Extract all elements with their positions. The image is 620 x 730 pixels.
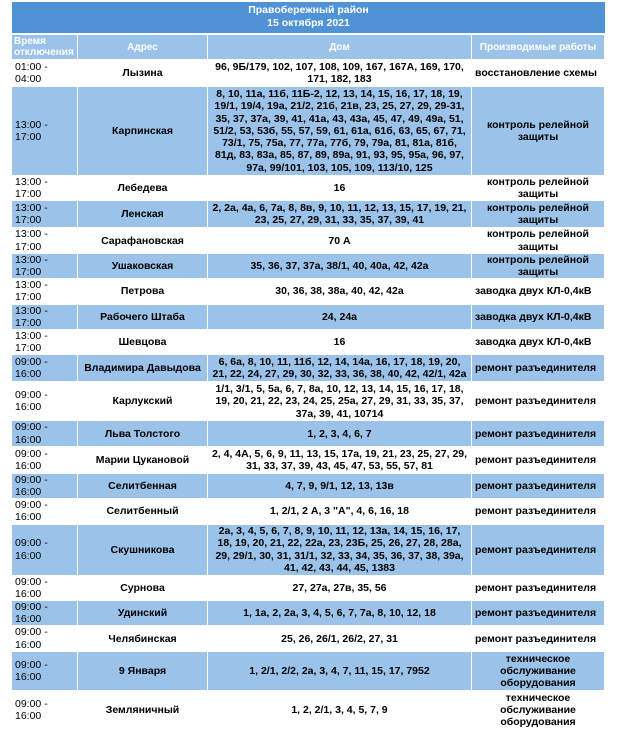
cell-houses: 2а, 3, 4, 5, 6, 7, 8, 9, 10, 11, 12, 13а, 14, 15, 16, 17, 18, 19, 20, 21, 22, 22а, 23, 23Б, 25, 26, 27, 28, 28а, 29, 29/1, 30, 31, 31/1, 32, 33, 34, 35, 36, 37, 38, 39а, 41, 42, 43, 44, 45, 1383 (208, 525, 472, 575)
cell-houses: 16 (208, 176, 472, 200)
cell-street: 9 Января (78, 652, 208, 690)
table-row (12, 201, 605, 227)
table-row (12, 499, 605, 523)
cell-work: заводка двух КЛ-0,4кВ (472, 330, 605, 354)
cell-street: Скушникова (78, 525, 208, 575)
cell-street: Петрова (78, 279, 208, 303)
cell-time: 09:00 - 16:00 (12, 355, 78, 381)
cell-street: Сурнова (78, 576, 208, 600)
cell-houses: 1, 2, 2/1, 3, 4, 5, 7, 9 (208, 691, 472, 729)
table-row (12, 626, 605, 650)
cell-time: 01:00 - 04:00 (12, 60, 78, 86)
cell-street: Ленская (78, 201, 208, 227)
cell-time: 13:00 - 17:00 (12, 254, 78, 278)
cell-houses: 1/1, 3/1, 5, 5а, 6, 7, 8а, 10, 12, 13, 14, 15, 16, 17, 18, 19, 20, 21, 22, 23, 24, 25, 25а, 27, 29, 31, 33, 35, 37, 37а, 39, 41, 10714 (208, 382, 472, 420)
table-row (12, 60, 605, 86)
table-row (12, 330, 605, 354)
cell-houses: 35, 36, 37, 37а, 38/1, 40, 40а, 42, 42а (208, 254, 472, 278)
col-header-houses: Дом (208, 35, 472, 59)
table-title (12, 2, 605, 33)
table-row (12, 254, 605, 278)
cell-street: Селитбенная (78, 474, 208, 498)
cell-time: 13:00 - 17:00 (12, 201, 78, 227)
cell-street: Удинский (78, 601, 208, 625)
cell-houses: 1, 2, 3, 4, 6, 7 (208, 421, 472, 445)
cell-work: техническое обслуживание оборудования (472, 652, 605, 690)
cell-street: Шевцова (78, 330, 208, 354)
cell-work: техническое обслуживание оборудования (472, 691, 605, 729)
cell-street: Марии Цукановой (78, 447, 208, 473)
cell-houses: 1, 2/1, 2/2, 2а, 3, 4, 7, 11, 15, 17, 7952 (208, 652, 472, 690)
table-row (12, 652, 605, 690)
col-header-time: Время отключения (12, 35, 78, 59)
cell-street: Лебедева (78, 176, 208, 200)
cell-houses: 4, 7, 9, 9/1, 12, 13, 13в (208, 474, 472, 498)
cell-time: 09:00 - 16:00 (12, 382, 78, 420)
cell-houses: 1, 2/1, 2 А, 3 "А", 4, 6, 16, 18 (208, 499, 472, 523)
cell-houses: 16 (208, 330, 472, 354)
cell-work: ремонт разъединителя (472, 447, 605, 473)
cell-houses: 1, 1а, 2, 2а, 3, 4, 5, 6, 7, 7а, 8, 10, 12, 18 (208, 601, 472, 625)
table-row (12, 601, 605, 625)
cell-time: 13:00 - 17:00 (12, 87, 78, 175)
cell-work: ремонт разъединителя (472, 576, 605, 600)
table-row (12, 576, 605, 600)
cell-houses: 96, 9Б/179, 102, 107, 108, 109, 167, 167А, 169, 170, 171, 182, 183 (208, 60, 472, 86)
cell-houses: 8, 10, 11а, 11б, 11Б-2, 12, 13, 14, 15, 16, 17, 18, 19, 19/1, 19/4, 19а, 21/2, 21б, 21в, 23, 25, 27, 29, 29-31, 35, 37, 37а, 39, 41, 41а, 43, 43а, 45, 47, 49, 49а, 51, 51/2, 53, 53б, 55, 57, 59, 61, 61а, 61б, 63, 65, 67, 71, 73/1, 75, 75а, 77, 77а, 77б, 79, 79а, 81, 81а, 81б, 81д, 83, 83а, 85, 87, 89, 89а, 91, 93, 95, 95а, 96, 97, 97а, 99/101, 103, 105, 109, 113/10, 125 (208, 87, 472, 175)
cell-work: контроль релейной защиты (472, 228, 605, 252)
cell-time: 13:00 - 17:00 (12, 330, 78, 354)
table-row (12, 421, 605, 445)
cell-time: 13:00 - 17:00 (12, 176, 78, 200)
table-row (12, 355, 605, 381)
schedule-date: 15 октября 2021 (267, 17, 350, 29)
cell-houses: 2, 4, 4А, 5, 6, 9, 11, 13, 15, 17а, 19, 21, 23, 25, 27, 29, 31, 33, 37, 39, 43, 45, 47, 53, 55, 57, 81 (208, 447, 472, 473)
outage-schedule (12, 2, 605, 730)
header-row (12, 35, 605, 59)
cell-street: Сарафановская (78, 228, 208, 252)
cell-time: 13:00 - 17:00 (12, 305, 78, 329)
cell-time: 09:00 - 16:00 (12, 601, 78, 625)
cell-work: заводка двух КЛ-0,4кВ (472, 305, 605, 329)
cell-street: Владимира Давыдова (78, 355, 208, 381)
cell-time: 09:00 - 16:00 (12, 652, 78, 690)
cell-houses: 24, 24а (208, 305, 472, 329)
cell-time: 13:00 - 17:00 (12, 228, 78, 252)
table-row (12, 691, 605, 729)
cell-work: контроль релейной защиты (472, 176, 605, 200)
cell-time: 09:00 - 16:00 (12, 525, 78, 575)
cell-houses: 6, 6а, 8, 10, 11, 11б, 12, 14, 14а, 16, 17, 18, 19, 20, 21, 22, 24, 27, 29, 30, 32, 33, 36, 38, 40, 42, 42/1, 42а (208, 355, 472, 381)
cell-street: Челябинская (78, 626, 208, 650)
cell-street: Рабочего Штаба (78, 305, 208, 329)
cell-work: контроль релейной защиты (472, 87, 605, 175)
cell-work: ремонт разъединителя (472, 382, 605, 420)
district-name: Правобережный район (248, 4, 369, 16)
cell-street: Лызина (78, 60, 208, 86)
cell-street: Селитбенный (78, 499, 208, 523)
table-body (12, 60, 605, 729)
cell-work: ремонт разъединителя (472, 474, 605, 498)
cell-work: ремонт разъединителя (472, 525, 605, 575)
table-row (12, 176, 605, 200)
cell-time: 09:00 - 16:00 (12, 576, 78, 600)
cell-work: ремонт разъединителя (472, 601, 605, 625)
cell-work: ремонт разъединителя (472, 499, 605, 523)
col-header-work: Производимые работы (472, 35, 605, 59)
cell-work: ремонт разъединителя (472, 626, 605, 650)
table-row (12, 474, 605, 498)
cell-houses: 30, 36, 38, 38а, 40, 42, 42а (208, 279, 472, 303)
table-row (12, 228, 605, 252)
cell-time: 09:00 - 16:00 (12, 474, 78, 498)
table-row (12, 447, 605, 473)
table-row (12, 382, 605, 420)
cell-work: контроль релейной защиты (472, 254, 605, 278)
col-header-address: Адрес (78, 35, 208, 59)
table-row (12, 525, 605, 575)
cell-houses: 2, 2а, 4а, 6, 7а, 8, 8в, 9, 10, 11, 12, 13, 15, 17, 19, 21, 23, 25, 27, 29, 31, 33, 35, 37, 39, 41 (208, 201, 472, 227)
table-row (12, 87, 605, 175)
table-row (12, 305, 605, 329)
cell-time: 09:00 - 16:00 (12, 626, 78, 650)
cell-work: восстановление схемы (472, 60, 605, 86)
cell-time: 09:00 - 16:00 (12, 421, 78, 445)
cell-street: Ушаковская (78, 254, 208, 278)
cell-street: Карлукский (78, 382, 208, 420)
cell-time: 13:00 - 17:00 (12, 279, 78, 303)
cell-work: ремонт разъединителя (472, 421, 605, 445)
cell-street: Земляничный (78, 691, 208, 729)
cell-street: Карпинская (78, 87, 208, 175)
cell-time: 09:00 - 16:00 (12, 499, 78, 523)
cell-work: заводка двух КЛ-0,4кВ (472, 279, 605, 303)
cell-houses: 25, 26, 26/1, 26/2, 27, 31 (208, 626, 472, 650)
cell-houses: 70 А (208, 228, 472, 252)
cell-time: 09:00 - 16:00 (12, 691, 78, 729)
cell-work: ремонт разъединителя (472, 355, 605, 381)
cell-houses: 27, 27а, 27в, 35, 56 (208, 576, 472, 600)
cell-street: Льва Толстого (78, 421, 208, 445)
table-row (12, 279, 605, 303)
cell-time: 09:00 - 16:00 (12, 447, 78, 473)
cell-work: контроль релейной защиты (472, 201, 605, 227)
outage-table (12, 34, 605, 730)
